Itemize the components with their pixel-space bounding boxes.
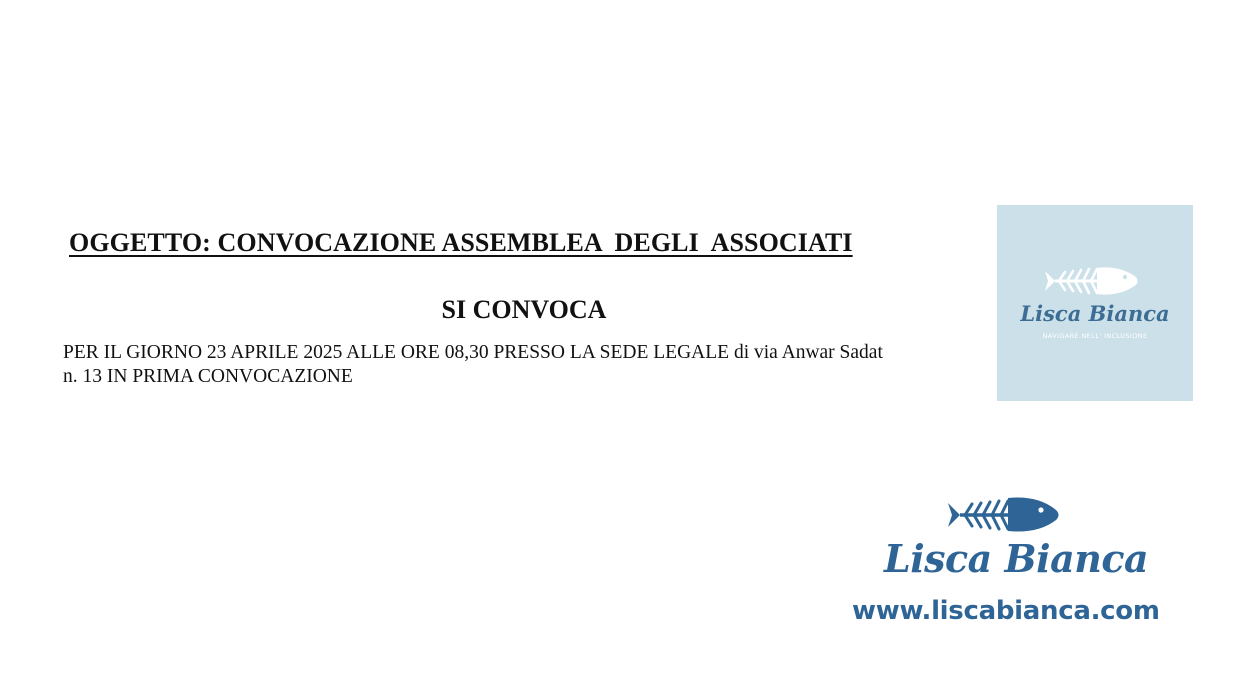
logo-box-brand: Lisca Bianca — [1020, 301, 1170, 326]
website-link[interactable]: www.liscabianca.com — [852, 596, 1160, 626]
logo-box-tagline: NAVIGARE NELL' INCLUSIONE — [1042, 332, 1148, 340]
convocation-text — [63, 341, 963, 389]
convoca-heading: SI CONVOCA — [441, 295, 607, 324]
subject-heading: OGGETTO: CONVOCAZIONE ASSEMBLEA DEGLI ASSOCIATI — [69, 228, 853, 257]
lisca-bianca-logo-box — [997, 205, 1193, 401]
footer-brand-name: Lisca Bianca — [884, 536, 1149, 581]
convocation-text-line-1: PER IL GIORNO 23 APRILE 2025 ALLE ORE 08,30 PRESSO LA SEDE LEGALE di via Anwar Sadat — [63, 342, 883, 363]
convocation-text-line-2: n. 13 IN PRIMA CONVOCAZIONE — [63, 366, 353, 387]
